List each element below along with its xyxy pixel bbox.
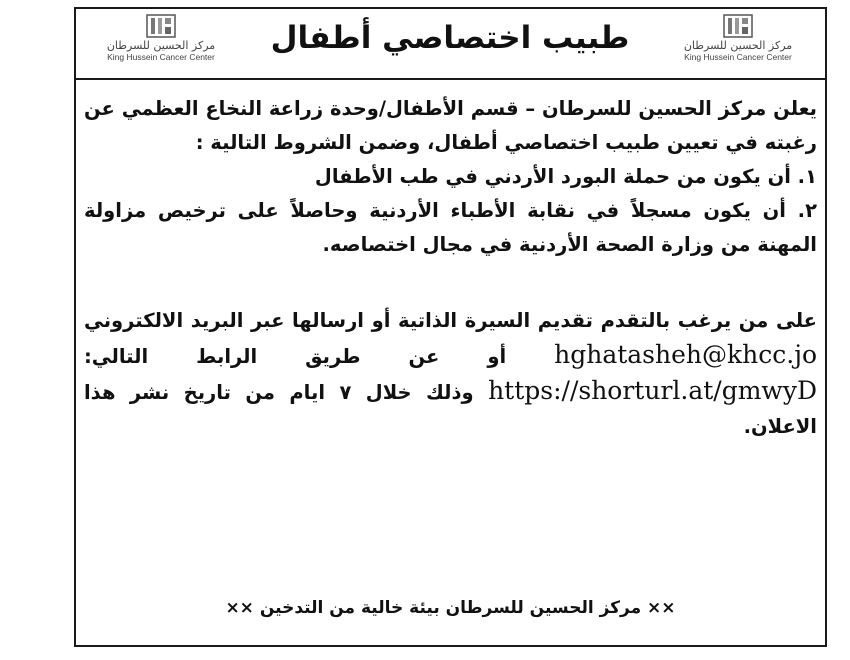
- header-divider: [76, 78, 825, 80]
- paragraph-gap: [84, 262, 817, 304]
- ad-body: [84, 92, 817, 444]
- no-smoking-footer: ×× مركز الحسين للسرطان بيئة خالية من التدخين ××: [225, 598, 676, 618]
- condition-1: ١. أن يكون من حملة البورد الأردني في طب الأطفال: [314, 165, 817, 188]
- apply-text-2: أو عن طريق الرابط التالي:: [84, 345, 507, 368]
- condition-2: ٢. أن يكون مسجلاً في نقابة الأطباء الأردنية وحاصلاً على ترخيص مزاولة المهنة من وزارة الصحة الأردنية في مجال اختصاصه.: [84, 199, 817, 256]
- application-link[interactable]: https://shorturl.at/gmwyD: [488, 376, 817, 405]
- apply-paragraph: [84, 304, 817, 444]
- ad-title: طبيب اختصاصي أطفال: [270, 20, 630, 56]
- apply-text-1: على من يرغب بالتقدم تقديم السيرة الذاتية أو ارسالها عبر البريد الالكتروني: [84, 309, 817, 332]
- khcc-logo-right: [663, 14, 813, 70]
- khcc-logo-left: [86, 14, 236, 70]
- khcc-logo-mark: [146, 14, 176, 38]
- logo-arabic-name: مركز الحسين للسرطان: [106, 39, 216, 52]
- apply-text-3: وذلك خلال ٧ ايام من تاريخ نشر هذا الاعلان.: [84, 381, 817, 438]
- logo-arabic-name: مركز الحسين للسرطان: [683, 39, 793, 52]
- logo-english-name: King Hussein Cancer Center: [107, 52, 215, 62]
- intro-paragraph: يعلن مركز الحسين للسرطان – قسم الأطفال/وحدة زراعة النخاع العظمي عن رغبته في تعيين طبيب اختصاصي أطفال، وضمن الشروط التالية :: [84, 97, 817, 154]
- logo-english-name: King Hussein Cancer Center: [684, 52, 792, 62]
- email-address[interactable]: hghatasheh@khcc.jo: [554, 340, 817, 369]
- khcc-logo-mark: [723, 14, 753, 38]
